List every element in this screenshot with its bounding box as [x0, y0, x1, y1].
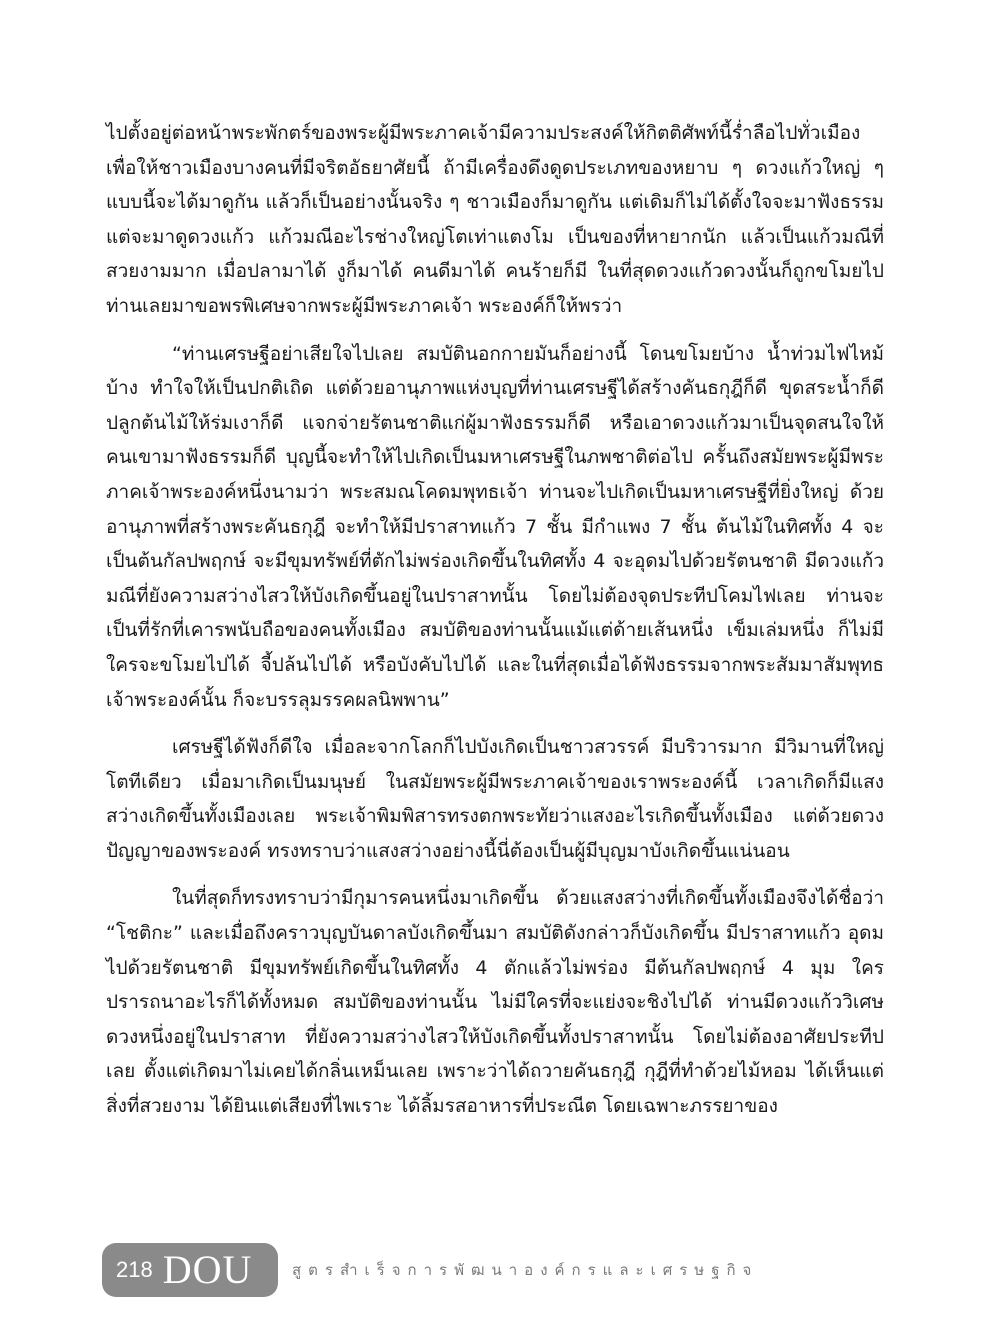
dou-logo: DOU — [162, 1247, 253, 1292]
page-footer — [102, 1243, 758, 1297]
body-paragraph-3: เศรษฐีได้ฟังก็ดีใจ เมื่อละจากโลกก็ไปบังเกิดเป็นชาวสวรรค์ มีบริวารมาก มีวิมานที่ใหญ่โตทีเดียว เมื่อมาเกิดเป็นมนุษย์ ในสมัยพระผู้มีพระภาคเจ้าของเราพระองค์นี้ เวลาเกิดก็มีแสงสว่างเกิดขึ้นทั้งเมืองเลย พระเจ้าพิมพิสารทรงตกพระทัยว่าแสงอะไรเกิดขึ้นทั้งเมือง แต่ด้วยดวงปัญญาของพระองค์ ทรงทราบว่าแสงสว่างอย่างนี้นี่ต้องเป็นผู้มีบุญมาบังเกิดขึ้นแน่นอน — [106, 736, 884, 862]
page-body — [106, 116, 884, 1137]
body-paragraph-4: ในที่สุดก็ทรงทราบว่ามีกุมารคนหนึ่งมาเกิดขึ้น ด้วยแสงสว่างที่เกิดขึ้นทั้งเมืองจึงได้ชื่อว่า “โชติกะ” และเมื่อถึงคราวบุญบันดาลบังเกิดขึ้นมา สมบัติดังกล่าวก็บังเกิดขึ้น มีปราสาทแก้ว อุดมไปด้วยรัตนชาติ มีขุมทรัพย์เกิดขึ้นในทิศทั้ง 4 ตักแล้วไม่พร่อง มีต้นกัลปพฤกษ์ 4 มุม ใครปรารถนาอะไรก็ได้ทั้งหมด สมบัติของท่านนั้น ไม่มีใครที่จะแย่งจะชิงไปได้ ท่านมีดวงแก้ววิเศษดวงหนึ่งอยู่ในปราสาท ที่ยังความสว่างไสวให้บังเกิดขึ้นทั้งปราสาทนั้น โดยไม่ต้องอาศัยประทีปเลย ตั้งแต่เกิดมาไม่เคยได้กลิ่นเหม็นเลย เพราะว่าได้ถวายคันธกุฎี กุฎีที่ทำด้วยไม้หอม ได้เห็นแต่สิ่งที่สวยงาม ได้ยินแต่เสียงที่ไพเราะ ได้ลิ้มรสอาหารที่ประณีต โดยเฉพาะภรรยาของ — [106, 887, 884, 1118]
body-paragraph-quote: “ท่านเศรษฐีอย่าเสียใจไปเลย สมบัตินอกกายมันก็อย่างนี้ โดนขโมยบ้าง น้ำท่วมไฟไหม้บ้าง ทำใจให้เป็นปกติเถิด แต่ด้วยอานุภาพแห่งบุญที่ท่านเศรษฐีได้สร้างคันธกุฎีก็ดี ขุดสระน้ำก็ดี ปลูกต้นไม้ให้ร่มเงาก็ดี แจกจ่ายรัตนชาติแก่ผู้มาฟังธรรมก็ดี หรือเอาดวงแก้วมาเป็นจุดสนใจให้คนเขามาฟังธรรมก็ดี บุญนี้จะทำให้ไปเกิดเป็นมหาเศรษฐีในภพชาติต่อไป ครั้นถึงสมัยพระผู้มีพระภาคเจ้าพระองค์หนึ่งนามว่า พระสมณโคดมพุทธเจ้า ท่านจะไปเกิดเป็นมหาเศรษฐีที่ยิ่งใหญ่ ด้วยอานุภาพที่สร้างพระคันธกุฎี จะทำให้มีปราสาทแก้ว 7 ชั้น มีกำแพง 7 ชั้น ต้นไม้ในทิศทั้ง 4 จะเป็นต้นกัลปพฤกษ์ จะมีขุมทรัพย์ที่ตักไม่พร่องเกิดขึ้นในทิศทั้ง 4 จะอุดมไปด้วยรัตนชาติ มีดวงแก้วมณีที่ยังความสว่างไสวให้บังเกิดขึ้นอยู่ในปราสาทนั้น โดยไม่ต้องจุดประทีปโคมไฟเลย ท่านจะเป็นที่รักที่เคารพนับถือของคนทั้งเมือง สมบัติของท่านนั้นแม้แต่ด้ายเส้นหนึ่ง เข็มเล่มหนึ่ง ก็ไม่มีใครจะขโมยไปได้ จี้ปล้นไปได้ หรือบังคับไปได้ และในที่สุดเมื่อได้ฟังธรรมจากพระสัมมาสัมพุทธเจ้าพระองค์นั้น ก็จะบรรลุมรรคผลนิพพาน” — [106, 342, 884, 711]
page-number: 218 — [116, 1257, 153, 1282]
body-paragraph-1: ไปตั้งอยู่ต่อหน้าพระพักตร์ของพระผู้มีพระภาคเจ้ามีความประสงค์ให้กิตติศัพท์นี้ร่ำลือไปทั่วเมือง เพื่อให้ชาวเมืองบางคนที่มีจริตอัธยาศัยนี้ ถ้ามีเครื่องดึงดูดประเภทของหยาบ ๆ ดวงแก้วใหญ่ ๆ แบบนี้จะได้มาดูกัน แล้วก็เป็นอย่างนั้นจริง ๆ ชาวเมืองก็มาดูกัน แต่เดิมก็ไม่ได้ตั้งใจจะมาฟังธรรม แต่จะมาดูดวงแก้ว แก้วมณีอะไรช่างใหญ่โตเท่าแตงโม เป็นของที่หายากนัก แล้วเป็นแก้วมณีที่สวยงามมาก เมื่อปลามาได้ งูก็มาได้ คนดีมาได้ คนร้ายก็มี ในที่สุดดวงแก้วดวงนั้นก็ถูกขโมยไป ท่านเลยมาขอพรพิเศษจากพระผู้มีพระภาคเจ้า พระองค์ก็ให้พรว่า — [106, 122, 884, 317]
footer-badge — [102, 1243, 278, 1297]
running-title: สูตรสำเร็จการพัฒนาองค์กรและเศรษฐกิจ — [292, 1261, 759, 1279]
